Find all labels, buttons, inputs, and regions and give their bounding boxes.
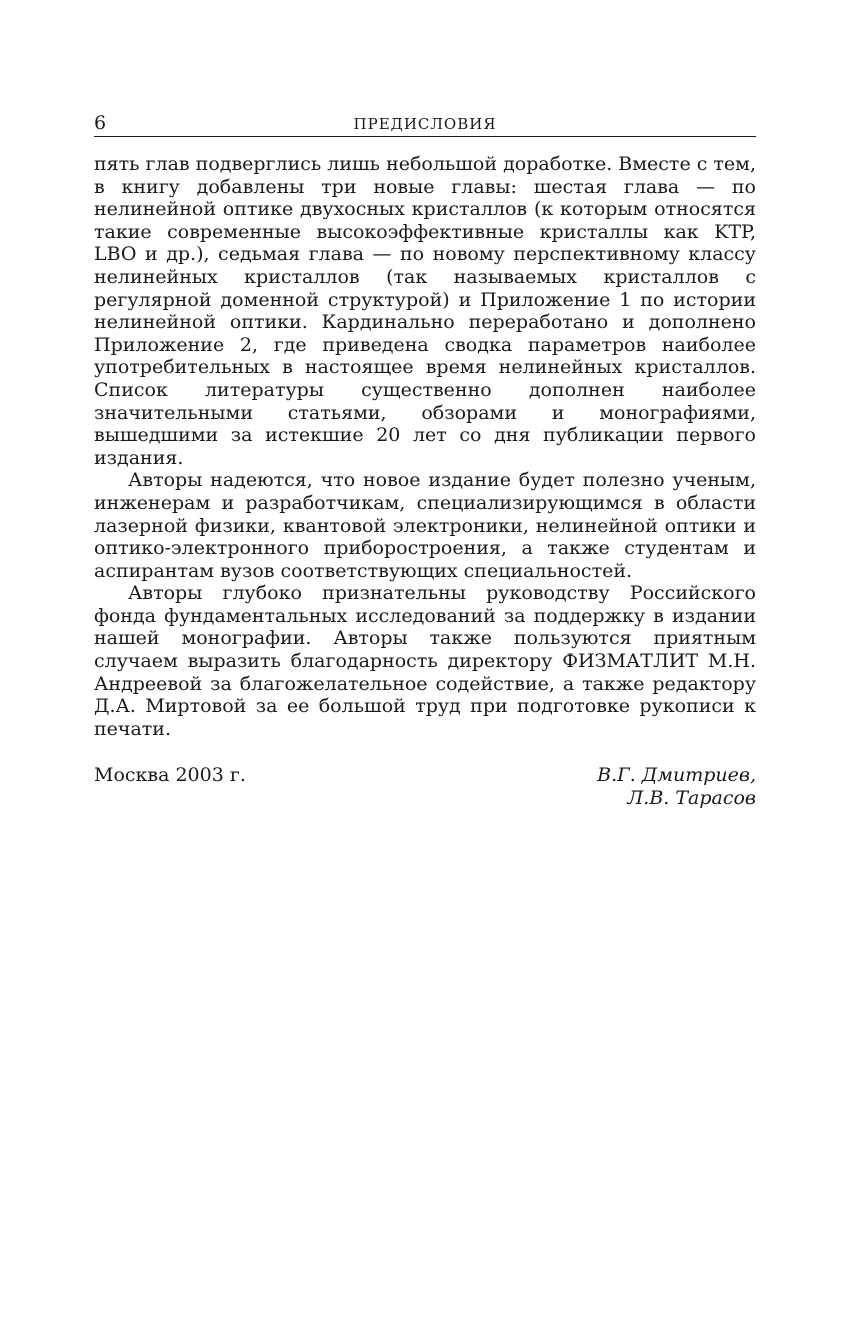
page-number: 6 [94, 112, 107, 134]
body-text [94, 153, 756, 740]
paragraph-audience: Авторы надеются, что новое издание будет полезно ученым, инженерам и разработчикам, специализирующимся в области лазерной физики, квантовой электроники, нелинейной оптики и оптико-электронного приборостроения, а также студентам и аспирантам вузов соответствующих специальностей. [94, 469, 756, 582]
running-head [94, 110, 756, 137]
section-title: ПРЕДИСЛОВИЯ [353, 115, 497, 133]
place-date: Москва 2003 г. [94, 764, 246, 787]
authors [597, 764, 756, 809]
paragraph-acknowledgements: Авторы глубоко признательны руководству Российского фонда фундаментальных исследований за поддержку в издании нашей монографии. Авторы также пользуются приятным случаем выразить благодарность директору ФИЗМАТЛИТ М.Н. Андреевой за благожелательное содействие, а также редактору Д.А. Миртовой за ее большой труд при подготовке рукописи к печати. [94, 582, 756, 740]
author-name: Л.В. Тарасов [627, 787, 756, 810]
paragraph-continued: пять глав подверглись лишь небольшой доработке. Вместе с тем, в книгу добавлены три новые главы: шестая глава — по нелинейной оптике двухосных кристаллов (к которым относятся такие современные высокоэффективные кристаллы как KTP, LBO и др.), седьмая глава — по новому перспективному классу нелинейных кристаллов (так называемых кристаллов с регулярной доменной структурой) и Приложение 1 по истории нелинейной оптики. Кардинально переработано и дополнено Приложение 2, где приведена сводка параметров наиболее употребительных в настоящее время нелинейных кристаллов. Список литературы существенно дополнен наиболее значительными статьями, обзорами и монографиями, вышедшими за истекшие 20 лет со дня публикации первого издания. [94, 153, 756, 469]
author-name: В.Г. Дмитриев, [597, 764, 756, 787]
book-page [94, 110, 756, 814]
signature-block [94, 764, 756, 814]
